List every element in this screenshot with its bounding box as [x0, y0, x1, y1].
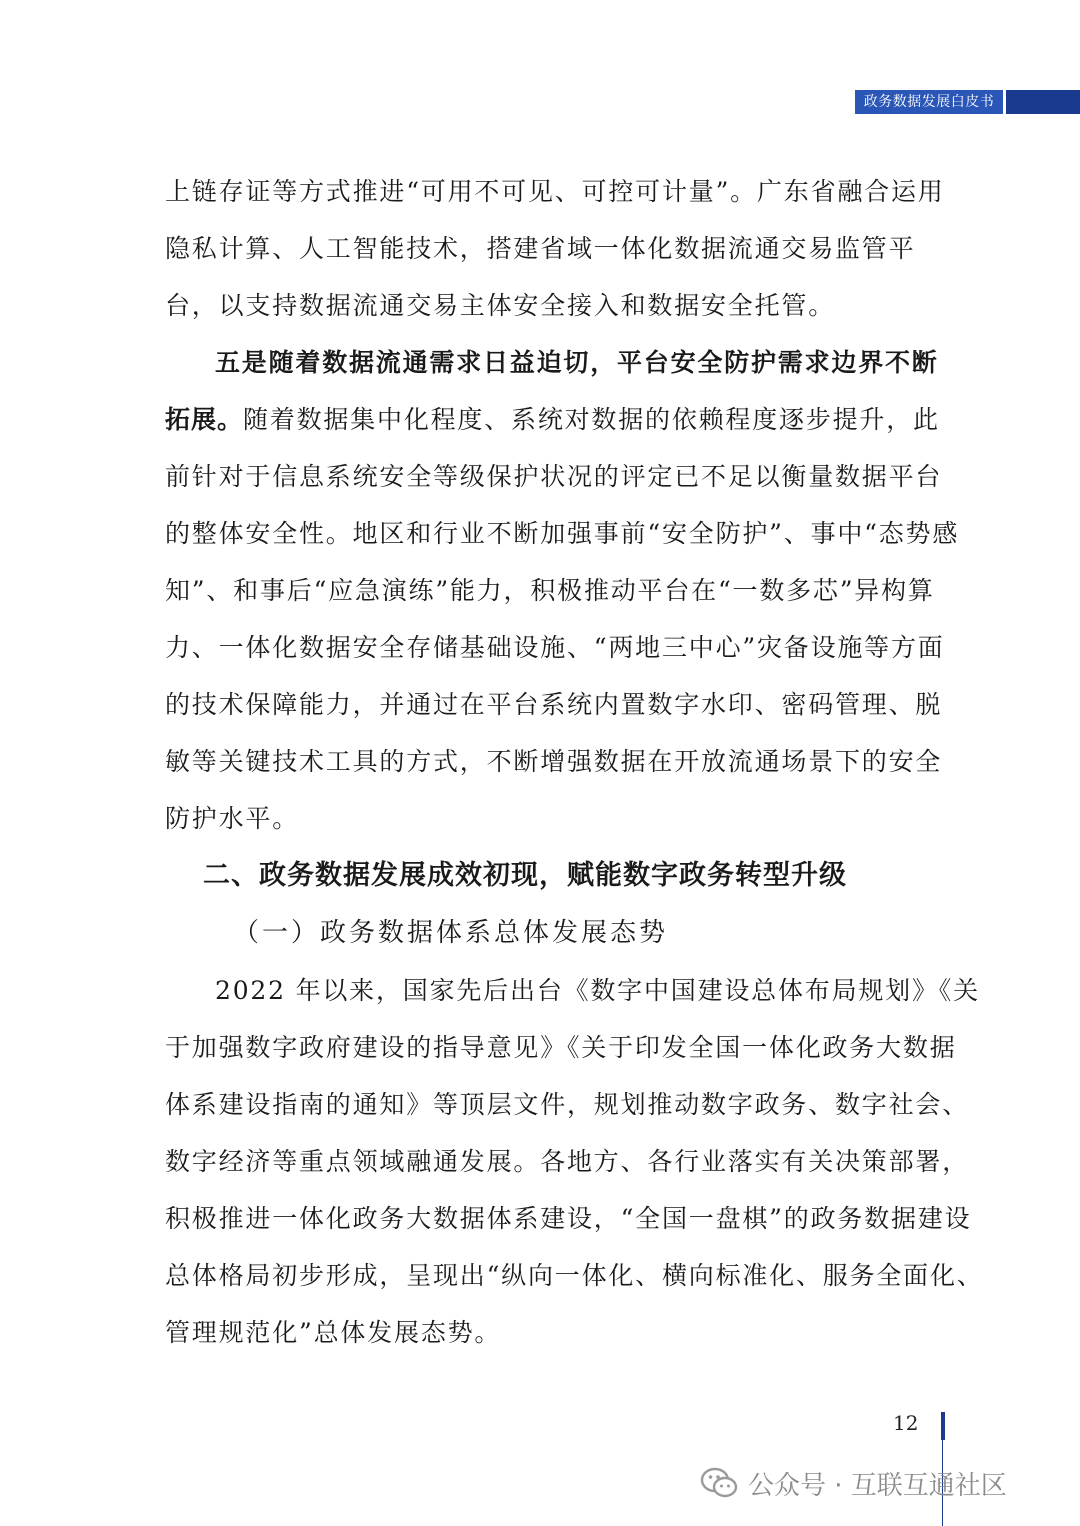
page-number: 12 [893, 1411, 919, 1435]
paragraph-line: 防护水平。 [165, 804, 300, 833]
watermark-text: 公众号 · 互联互通社区 [748, 1470, 1007, 1501]
paragraph-line: 隐私计算、人工智能技术，搭建省域一体化数据流通交易监管平 [165, 234, 916, 263]
paragraph-line: 于加强数字政府建设的指导意见》《关于印发全国一体化政务大数据 [165, 1033, 957, 1062]
sub-heading: （一）政务数据体系总体发展态势 [233, 918, 669, 948]
watermark [700, 1458, 1007, 1508]
paragraph-line-rest: 随着数据集中化程度、系统对数据的依赖程度逐步提升，此 [243, 405, 940, 434]
paragraph-line: 前针对于信息系统安全等级保护状况的评定已不足以衡量数据平台 [165, 462, 943, 491]
paragraph-line: 管理规范化”总体发展态势。 [165, 1318, 502, 1347]
page-body [165, 163, 984, 1361]
paragraph-line: 台，以支持数据流通交易主体安全接入和数据安全托管。 [165, 291, 836, 320]
paragraph-line: 知”、和事后“应急演练”能力，积极推动平台在“一数多芯”异构算 [165, 576, 935, 605]
paragraph-line: 的技术保障能力，并通过在平台系统内置数字水印、密码管理、脱 [165, 690, 943, 719]
section-heading: 二、政务数据发展成效初现，赋能数字政务转型升级 [203, 860, 847, 891]
paragraph-line: 2022 年以来，国家先后出台《数字中国建设总体布局规划》《关 [215, 976, 980, 1005]
paragraph-line: 上链存证等方式推进“可用不可见、可控可计量”。广东省融合运用 [165, 177, 945, 206]
bold-lead-continuation: 拓展。 [165, 405, 244, 434]
paragraph-line [165, 391, 940, 448]
paragraph-line: 力、一体化数据安全存储基础设施、“两地三中心”灾备设施等方面 [165, 633, 945, 662]
wechat-icon [700, 1466, 738, 1500]
paragraph-line: 数字经济等重点领域融通发展。各地方、各行业落实有关决策部署， [165, 1147, 970, 1176]
paragraph-line: 总体格局初步形成，呈现出“纵向一体化、横向标准化、服务全面化、 [165, 1261, 984, 1290]
bold-lead-line: 五是随着数据流通需求日益迫切，平台安全防护需求边界不断 [215, 348, 939, 377]
header-title: 政务数据发展白皮书 [855, 90, 1003, 114]
paragraph-line: 体系建设指南的通知》等顶层文件，规划推动数字政务、数字社会、 [165, 1090, 970, 1119]
paragraph-line: 积极推进一体化政务大数据体系建设，“全国一盘棋”的政务数据建设 [165, 1204, 972, 1233]
header-divider [1003, 90, 1006, 114]
paragraph-line: 敏等关键技术工具的方式，不断增强数据在开放流通场景下的安全 [165, 747, 943, 776]
page-number-bar [941, 1412, 945, 1440]
paragraph-line: 的整体安全性。地区和行业不断加强事前“安全防护”、事中“态势感 [165, 519, 960, 548]
